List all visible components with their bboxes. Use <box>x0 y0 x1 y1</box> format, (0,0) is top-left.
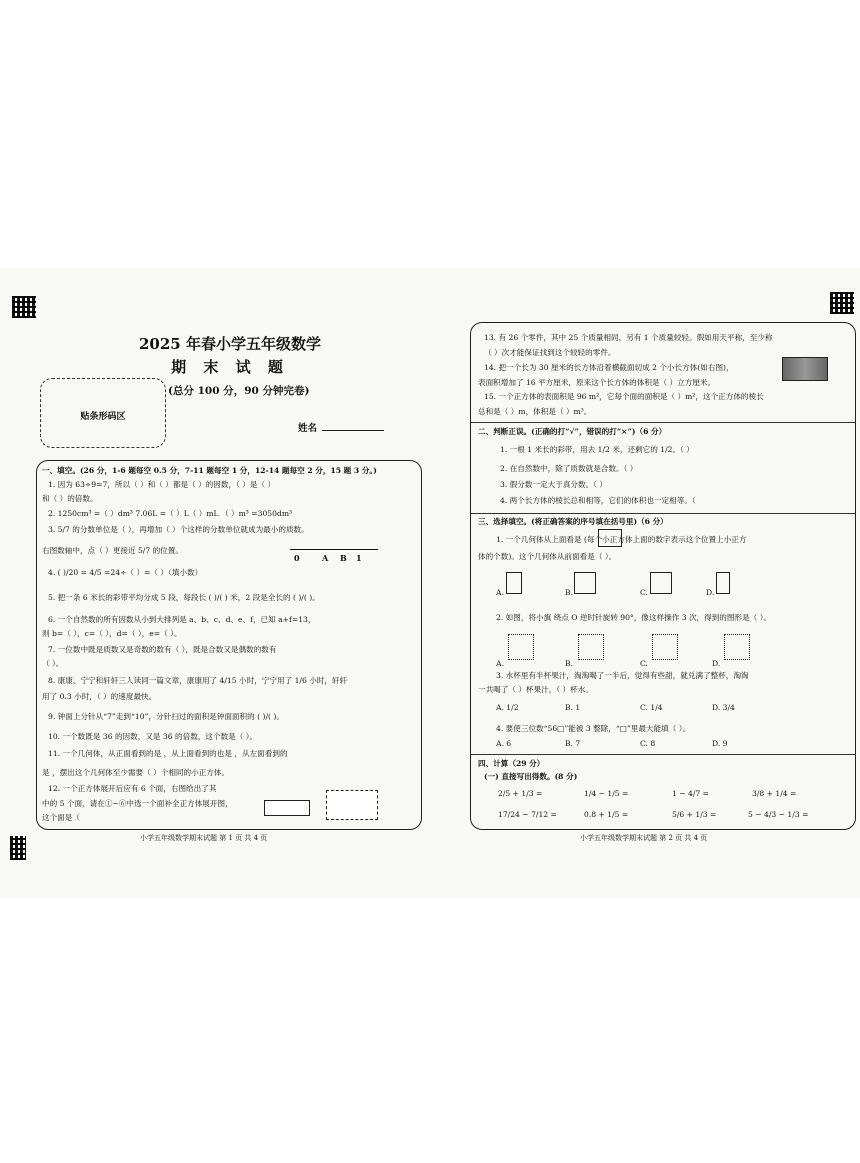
exam-subtitle: 期 末 试 题 <box>171 358 289 376</box>
q3-line-b: 右图数轴中，点（ ）更接近 5/7 的位置。 <box>42 546 183 555</box>
q15-line-a: 15. 一个正方体的表面积是 96 m²，它每个面的面积是（ ）m²，这个正方体的棱长 <box>484 392 764 401</box>
option-d-figure <box>716 572 730 594</box>
divider <box>471 513 855 514</box>
choice-2-option-b: B. <box>565 659 573 668</box>
flag-option-c-figure <box>652 634 678 660</box>
calc-item: 5 − 4/3 − 1/3 = <box>748 810 809 819</box>
choice-1-option-a: A. <box>496 588 504 597</box>
choice-4-option-d: D. 9 <box>712 739 728 748</box>
q12-line-a: 12. 一个正方体展开后应有 6 个面，右图给出了其 <box>48 784 217 793</box>
q8-line-b: 用了 0.3 小时，（ ）的速度最快。 <box>42 692 157 701</box>
calc-item: 0.8 + 1/5 = <box>584 810 629 819</box>
choice-3-option-c: C. 1/4 <box>640 703 663 712</box>
choice-4-line: 4. 要使三位数“56□”能被 3 整除，“□”里最大能填（ ）。 <box>496 724 691 733</box>
judge-1: 1. 一根 1 米长的彩带，用去 1/2 米，还剩它的 1/2。（ ） <box>500 445 694 454</box>
flag-option-b-figure <box>578 634 604 660</box>
numline-label-b: B <box>340 553 347 563</box>
q6-line-b: 则 b=（ ），c=（ ），d=（ ），e=（ ）。 <box>42 629 182 638</box>
calc-item: 1 − 4/7 = <box>672 789 710 798</box>
cube-net-figure <box>264 800 310 816</box>
flag-option-d-figure <box>724 634 750 660</box>
choice-3-option-d: D. 3/4 <box>712 703 735 712</box>
divider <box>471 422 855 423</box>
qr-code-right <box>830 292 854 314</box>
exam-title: 2025 年春小学五年级数学 <box>139 335 321 353</box>
choice-2-option-a: A. <box>496 659 504 668</box>
q13-line-b: （ ）次才能保证找到这个较轻的零件。 <box>484 348 616 357</box>
q7-line-b: （ ）。 <box>42 659 64 668</box>
q11-line-a: 11. 一个几何体，从正面看到的是 ，从上面看到的也是 ，从左面看到的 <box>48 749 288 758</box>
calc-item: 17/24 − 7/12 = <box>498 810 557 819</box>
calc-item: 1/4 − 1/5 = <box>584 789 629 798</box>
q14-line-b: 表面积增加了 16 平方厘米，原来这个长方体的体积是（ ）立方厘米。 <box>478 378 716 387</box>
choice-2-option-c: C. <box>640 659 648 668</box>
barcode-area: 贴条形码区 <box>40 378 166 448</box>
numline-label-0: 0 <box>294 553 300 563</box>
name-field[interactable] <box>322 430 384 431</box>
flag-option-a-figure <box>508 634 534 660</box>
q4-line: 4. ( )/20 = 4/5 =24÷（ ）=（ ）（填小数） <box>48 568 203 577</box>
q8-line-a: 8. 康康、宁宁和轩轩三人读同一篇文章，康康用了 4/15 小时，宁宁用了 1/6 小时，轩轩 <box>48 676 348 685</box>
choice-3-option-b: B. 1 <box>565 703 581 712</box>
name-label: 姓名 <box>298 423 318 434</box>
q1-line-a: 1. 因为 63÷9=7，所以（ ）和（ ）都是（ ）的因数，（ ）是（ ） <box>48 480 276 489</box>
q10-line: 10. 一个数既是 36 的因数，又是 36 的倍数，这个数是（ ）。 <box>48 732 258 741</box>
choice-1-option-d: D. <box>706 588 715 597</box>
q11-line-b: 是 ，摆出这个几何体至少需要（ ）个相同的小正方体。 <box>42 768 230 777</box>
option-b-figure <box>574 572 596 594</box>
cube-net-options-figure <box>326 790 378 820</box>
choice-2-line: 2. 如图，将小旗 绕点 O 逆时针旋转 90°，像这样操作 3 次，得到的图形是（ ）。 <box>496 613 772 622</box>
qr-code-bottom <box>10 836 26 860</box>
option-c-figure <box>650 572 672 594</box>
choice-3-line-a: 3. 水杯里有半杯果汁，淘淘喝了一半后，觉得有些甜，就兑满了整杯，淘淘 <box>496 671 749 680</box>
right-footer: 小学五年级数学期末试题 第 2 页 共 4 页 <box>580 834 708 842</box>
top-view-figure <box>598 529 622 547</box>
divider <box>471 754 855 755</box>
choice-4-option-c: C. 8 <box>640 739 656 748</box>
q12-line-b: 中的 5 个面，请在①~⑥中选一个面补全正方体展开图， <box>42 799 233 808</box>
left-footer: 小学五年级数学期末试题 第 1 页 共 4 页 <box>140 834 268 842</box>
choice-1-line-b: 体的个数)。这个几何体从前面看是（ ）。 <box>478 552 617 561</box>
q9-line: 9. 钟面上分针从“7”走到“10”，分针扫过的面积是钟面面积的 ( )/( )。 <box>48 712 284 721</box>
q6-line-a: 6. 一个自然数的所有因数从小到大排列是 a、b、c、d、e、f，已知 a+f=13， <box>48 615 316 624</box>
section-fill-blank: 一、填空。(26 分，1-6 题每空 0.5 分，7-11 题每空 1 分，12-14 题每空 2 分，15 题 3 分。) <box>42 466 377 475</box>
calc-subsection: (一) 直接写出得数。(8 分) <box>484 772 578 781</box>
number-line <box>290 549 378 550</box>
q7-line-a: 7. 一位数中既是质数又是奇数的数有（ ），既是合数又是偶数的数有 <box>48 645 277 654</box>
choice-4-option-b: B. 7 <box>565 739 581 748</box>
numline-label-1: 1 <box>356 553 362 563</box>
q3-line-a: 3. 5/7 的分数单位是（ ），再增加（ ）个这样的分数单位就成为最小的质数。 <box>48 525 309 534</box>
calc-item: 2/5 + 1/3 = <box>498 789 543 798</box>
section-calculation: 四、计算（29 分） <box>478 759 545 768</box>
calc-item: 3/8 + 1/4 = <box>752 789 797 798</box>
cuboid-figure <box>782 357 828 381</box>
q14-line-a: 14. 把一个长为 30 厘米的长方体沿着横截面切成 2 个小长方体(如右图)， <box>484 363 734 372</box>
choice-1-option-b: B. <box>565 588 573 597</box>
choice-4-option-a: A. 6 <box>496 739 512 748</box>
qr-code-left <box>12 296 36 318</box>
calc-item: 5/6 + 1/3 = <box>672 810 717 819</box>
section-true-false: 二、判断正误。(正确的打“√”，错误的打“×”)（6 分） <box>478 427 667 436</box>
option-a-figure <box>506 572 522 594</box>
choice-1-line-a: 1. 一个几何体从上面看是 (每个小正方体上面的数字表示这个位置上小正方 <box>496 535 747 544</box>
q1-line-b: 和（ ）的倍数。 <box>42 494 98 503</box>
q5-line: 5. 把一条 6 米长的彩带平均分成 5 段，每段长 ( )/( ) 米，2 段是全长的 ( )/( )。 <box>48 593 320 602</box>
judge-3: 3. 假分数一定大于真分数。（ ） <box>500 480 607 489</box>
q15-line-b: 总和是（ ）m，体积是（ ）m³。 <box>478 407 592 416</box>
choice-3-line-b: 一共喝了（ ）杯果汁，（ ）杯水。 <box>478 685 593 694</box>
exam-note: (总分 100 分，90 分钟完卷) <box>168 385 310 397</box>
choice-2-option-d: D. <box>712 659 721 668</box>
section-multiple-choice: 三、选择填空。(将正确答案的序号填在括号里)（6 分） <box>478 517 668 526</box>
q12-line-c: 这个面是（ <box>42 813 80 822</box>
q2-line: 2. 1250cm³ =（ ）dm³ 7.06L =（ ）L（ ）mL （ ）m³ =3050dm³ <box>48 509 293 518</box>
numline-label-a: A <box>322 553 329 563</box>
q13-line-a: 13. 有 26 个零件，其中 25 个质量相同，另有 1 个质量较轻。假如用天平称，至少称 <box>484 333 773 342</box>
judge-2: 2. 在自然数中，除了质数就是合数。（ ） <box>500 464 638 473</box>
judge-4: 4. 两个长方体的棱长总和相等，它们的体积也一定相等。（ <box>500 496 696 505</box>
choice-1-option-c: C. <box>640 588 648 597</box>
choice-3-option-a: A. 1/2 <box>496 703 519 712</box>
